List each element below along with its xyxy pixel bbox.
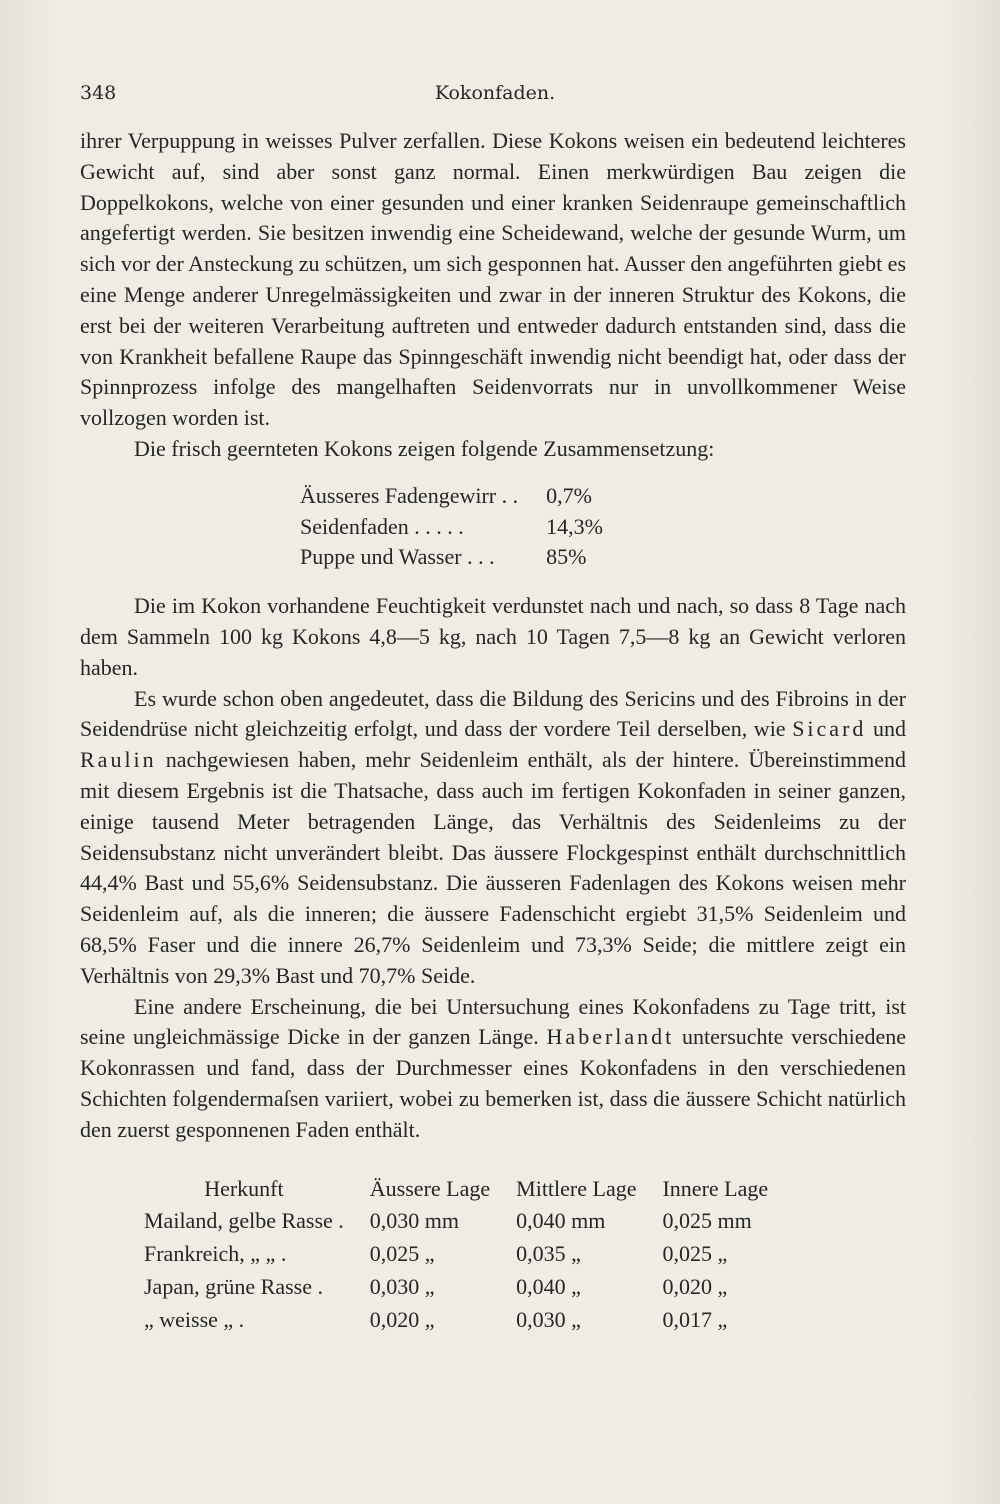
table-row — [144, 1305, 768, 1338]
body-text — [80, 126, 906, 1337]
table-row — [144, 1272, 768, 1305]
table-cell: 0,017 „ — [662, 1306, 728, 1332]
table-cell: 0,020 „ — [662, 1273, 728, 1299]
composition-label: Seidenfaden . . . . . — [300, 513, 464, 539]
running-title: Kokonfaden. — [434, 82, 556, 104]
table-cell: 0,040 mm — [516, 1208, 606, 1234]
table-cell: Frankreich, „ „ . — [144, 1241, 287, 1267]
paragraph-2: Die frisch geernteten Kokons zeigen folgende Zusammensetzung: — [134, 435, 715, 461]
author-name-raulin: Raulin — [80, 747, 157, 773]
paragraph-5-text-b: untersuchte verschiedene Kokonrassen und fand, dass der Durchmesser eines Kokonfadens in den verschiedenen Schichten folgendermaſsen variiert, wobei zu bemerken ist, dass die äussere Schicht natürlich den zuerst gesponnenen Faden enthält. — [80, 1024, 907, 1142]
paragraph-4 — [80, 684, 906, 992]
paragraph-4-text-b: und — [866, 716, 906, 742]
page-header — [80, 82, 910, 112]
table-row — [144, 1239, 768, 1272]
author-name-haberlandt: Haberlandt — [546, 1024, 675, 1050]
page-number: 348 — [80, 82, 117, 104]
composition-table — [300, 481, 603, 573]
paragraph-4-text-c: nachgewiesen haben, mehr Seidenleim enthält, als der hintere. Übereinstimmend mit diesem Ergebnis ist die Thatsache, dass auch im fertigen Kokonfaden in seiner ganzen, einige tausend Meter betragenden Länge, das Verhältnis des Seidenleims zu der Seidensubstanz nicht unverändert bleibt. Das äussere Flockgespinst enthält durchschnittlich 44,4% Bast und 55,6% Seidensubstanz. Die äusseren Fadenlagen des Kokons weisen mehr Seidenleim auf, als die inneren; die äussere Fadenschicht ergiebt 31,5% Seidenleim und 68,5% Faser und die innere 26,7% Seidenleim und 73,3% Seide; die mittlere zeigt ein Verhältnis von 29,3% Bast und 70,7% Seide. — [80, 747, 906, 988]
paragraph-5-text-a: Eine andere Erscheinung, die bei Untersuchung eines Kokonfadens zu Tage tritt, ist seine ungleichmässige Dicke in der ganzen Länge. — [80, 993, 906, 1050]
author-name-sicard: Sicard — [792, 716, 867, 742]
paragraph-5 — [80, 992, 906, 1146]
table-row — [300, 542, 603, 573]
table-cell: 0,025 „ — [369, 1241, 435, 1267]
table-cell: 0,040 „ — [516, 1273, 581, 1299]
table-row — [300, 512, 603, 543]
column-header: Mittlere Lage — [516, 1175, 637, 1201]
diameter-table — [144, 1174, 768, 1338]
composition-value: 0,7% — [546, 482, 592, 508]
table-cell: 0,035 „ — [516, 1241, 581, 1267]
composition-value: 14,3% — [546, 513, 603, 539]
column-header: Herkunft — [204, 1175, 284, 1201]
paragraph-1: ihrer Verpuppung in weisses Pulver zerfallen. Diese Kokons weisen ein bedeutend leichteres Gewicht auf, sind aber sonst ganz normal. Einen merkwürdigen Bau zeigen die Doppelkokons, welche von einer gesunden und einer kranken Seidenraupe gemeinschaftlich angefertigt werden. Sie besitzen inwendig eine Scheidewand, welche der gesunde Wurm, um sich vor der Ansteckung zu schützen, um sich gesponnen hat. Ausser den angeführten giebt es eine Menge anderer Unregelmässigkeiten und zwar in der inneren Struktur des Kokons, die erst bei der weiteren Verarbeitung auftreten und entweder dadurch entstanden sind, dass die von Krankheit befallene Raupe das Spinngeschäft inwendig nicht beendigt hat, oder dass der Spinnprozess infolge des mangelhaften Seidenvorrats nur in unvollkommener Weise vollzogen worden ist. — [80, 128, 907, 431]
table-cell: „ weisse „ . — [144, 1306, 245, 1332]
table-cell: 0,025 mm — [662, 1208, 752, 1234]
table-row — [144, 1206, 768, 1239]
table-cell: 0,030 „ — [369, 1273, 435, 1299]
composition-value: 85% — [546, 544, 587, 570]
table-cell: Japan, grüne Rasse . — [144, 1273, 324, 1299]
table-header-row — [144, 1174, 768, 1207]
composition-label: Puppe und Wasser . . . — [300, 544, 495, 570]
column-header: Innere Lage — [662, 1175, 769, 1201]
paragraph-3: Die im Kokon vorhandene Feuchtigkeit verdunstet nach und nach, so dass 8 Tage nach dem Sammeln 100 kg Kokons 4,8—5 kg, nach 10 Tagen 7,5—8 kg an Gewicht verloren haben. — [80, 593, 906, 680]
table-cell: 0,030 „ — [516, 1306, 581, 1332]
paragraph-4-text-a: Es wurde schon oben angedeutet, dass die Bildung des Sericins und des Fibroins in der Seidendrüse nicht gleichzeitig erfolgt, und dass der vordere Teil derselben, wie — [80, 685, 906, 742]
table-cell: 0,030 mm — [369, 1208, 460, 1234]
table-row — [300, 481, 603, 512]
table-cell: Mailand, gelbe Rasse . — [144, 1208, 344, 1234]
table-cell: 0,020 „ — [369, 1306, 435, 1332]
composition-label: Äusseres Fadengewirr . . — [300, 482, 519, 508]
table-cell: 0,025 „ — [662, 1241, 728, 1267]
column-header: Äussere Lage — [369, 1175, 491, 1201]
